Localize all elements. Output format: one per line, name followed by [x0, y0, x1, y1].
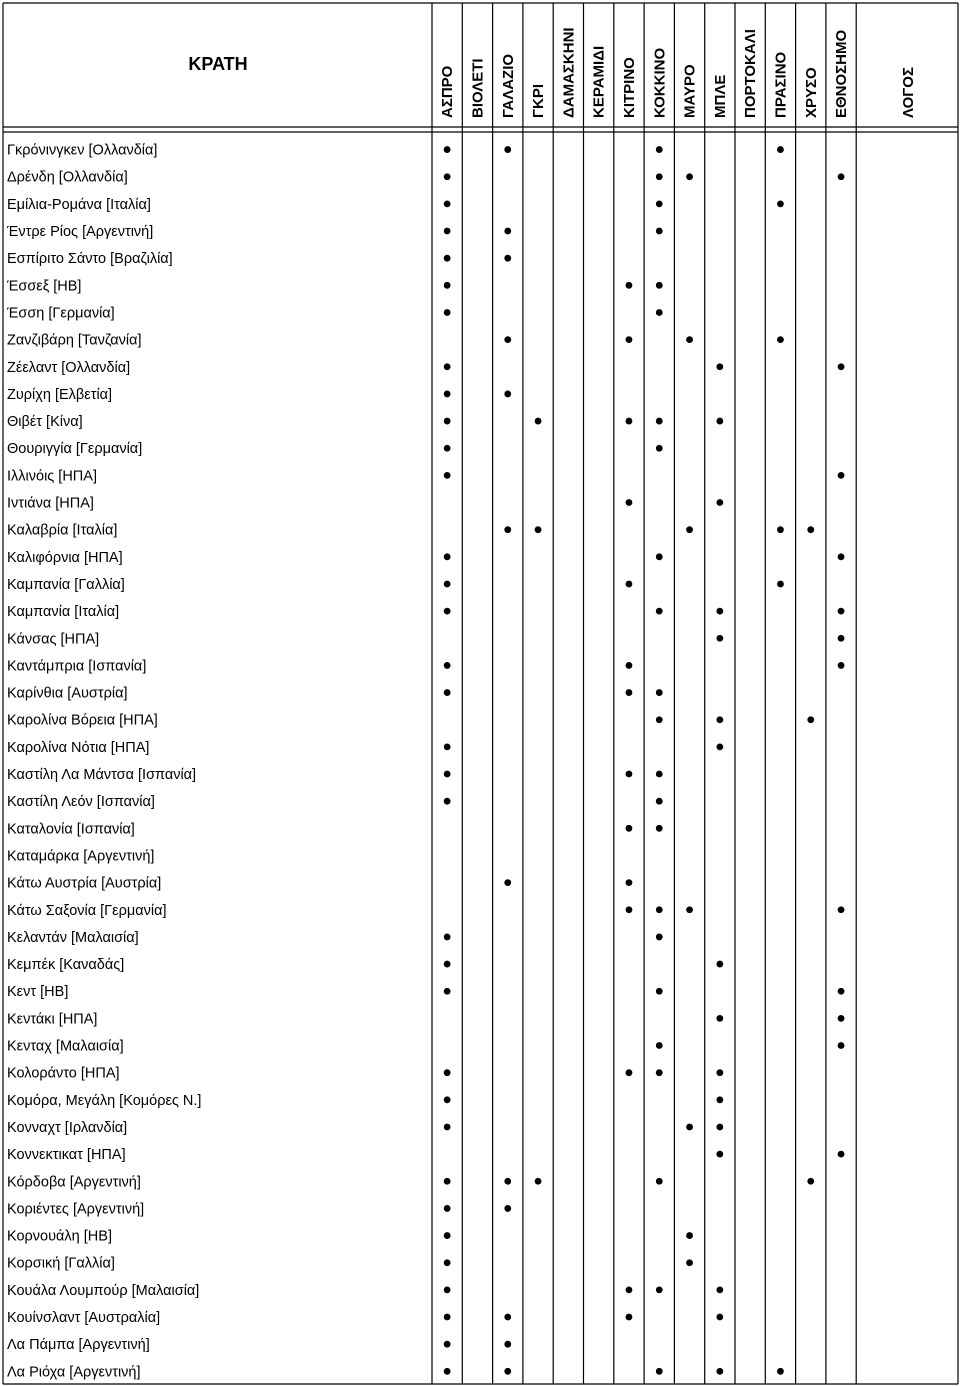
dot-marker: [444, 1178, 451, 1185]
state-name: Ιλλινόις [ΗΠΑ]: [7, 468, 97, 485]
dot-marker: [444, 934, 451, 941]
dot-marker: [656, 608, 663, 615]
dot-marker: [686, 1124, 693, 1131]
dot-marker: [444, 1314, 451, 1321]
dot-marker: [838, 173, 845, 180]
table-row: [7, 794, 663, 810]
column-header-2: ΒΙΟΛΕΤΙ: [469, 58, 487, 118]
dot-marker: [444, 146, 451, 153]
table-row: [7, 1066, 723, 1082]
state-name: Εσπίριτο Σάντο [Βραζιλία]: [7, 251, 173, 268]
dot-marker: [716, 961, 723, 968]
dot-marker: [656, 1286, 663, 1293]
table-row: [7, 1283, 723, 1299]
table-body: [6, 143, 844, 1381]
table-row: [7, 767, 663, 783]
dot-marker: [716, 743, 723, 750]
state-name: Κάτω Αυστρία [Αυστρία]: [7, 875, 162, 892]
dot-marker: [838, 363, 845, 370]
column-header-7: ΚΙΤΡΙΝΟ: [620, 57, 638, 118]
dot-marker: [626, 282, 633, 289]
dot-marker: [656, 716, 663, 723]
dot-marker: [444, 1286, 451, 1293]
state-name: Θουριγγία [Γερμανία]: [7, 441, 143, 458]
dot-marker: [777, 336, 784, 343]
state-name: Κορνουάλη [ΗΒ]: [7, 1228, 112, 1245]
state-name: Κολοράντο [ΗΠΑ]: [7, 1065, 120, 1082]
dot-marker: [444, 200, 451, 207]
table-row: [7, 848, 154, 864]
state-name: Καλιφόρνια [ΗΠΑ]: [7, 549, 123, 566]
dot-marker: [535, 1178, 542, 1185]
state-name: Κεντάκι [ΗΠΑ]: [7, 1011, 98, 1028]
state-name: Λα Ριόχα [Αργεντινή]: [7, 1364, 141, 1381]
table-row: [7, 740, 723, 756]
dot-marker: [626, 689, 633, 696]
state-name: Κάτω Σαξονία [Γερμανία]: [7, 902, 167, 919]
table-row: [7, 197, 784, 213]
dot-marker: [444, 418, 451, 425]
dot-marker: [656, 988, 663, 995]
table-row: [7, 821, 663, 837]
table-row: [7, 1364, 784, 1380]
table-row: [7, 523, 814, 539]
dot-marker: [626, 1314, 633, 1321]
dot-marker: [504, 1178, 511, 1185]
dot-marker: [777, 581, 784, 588]
dot-marker: [626, 879, 633, 886]
dot-marker: [626, 771, 633, 778]
dot-marker: [504, 1341, 511, 1348]
state-name: Κοννεκτικατ [ΗΠΑ]: [7, 1147, 126, 1164]
dot-marker: [444, 1259, 451, 1266]
dot-marker: [444, 445, 451, 452]
state-name: Καταλονία [Ισπανία]: [7, 821, 135, 838]
dot-marker: [838, 988, 845, 995]
dot-marker: [838, 1151, 845, 1158]
state-name: Λα Πάμπα [Αργεντινή]: [7, 1337, 150, 1354]
dot-marker: [504, 391, 511, 398]
table-row: [7, 496, 723, 512]
state-name: Ζανζιβάρη [Τανζανία]: [7, 332, 142, 349]
dot-marker: [656, 934, 663, 941]
dot-marker: [504, 879, 511, 886]
table-row: [7, 1011, 844, 1027]
dot-marker: [716, 1015, 723, 1022]
state-name: Καμπανία [Ιταλία]: [7, 604, 120, 621]
dot-marker: [716, 1069, 723, 1076]
state-name: Κεντ [ΗΒ]: [7, 984, 69, 1001]
dot-marker: [504, 336, 511, 343]
dot-marker: [504, 1314, 511, 1321]
table-row: [7, 903, 844, 919]
table-row: [7, 1147, 844, 1163]
state-name: Καρολίνα Βόρεια [ΗΠΑ]: [7, 712, 158, 729]
table-row: [7, 1229, 693, 1245]
dot-marker: [626, 906, 633, 913]
dot-marker: [686, 1259, 693, 1266]
state-name: Κοριέντες [Αργεντινή]: [7, 1201, 145, 1218]
column-header-5: ΔΑΜΑΣΚΗΝΙ: [560, 27, 578, 118]
state-name: Ζέελαντ [Ολλανδία]: [7, 359, 131, 376]
state-name: Κομόρα, Μεγάλη [Κομόρες Ν.]: [7, 1092, 202, 1109]
dot-marker: [656, 1042, 663, 1049]
column-header-10: ΜΠΛΕ: [711, 74, 729, 118]
table-row: [7, 658, 844, 674]
dot-marker: [444, 581, 451, 588]
dot-marker: [716, 716, 723, 723]
dot-marker: [656, 418, 663, 425]
dot-marker: [656, 228, 663, 235]
table-row: [7, 1256, 693, 1272]
state-name: Κενταχ [Μαλαισία]: [7, 1038, 124, 1055]
dot-marker: [838, 472, 845, 479]
dot-marker: [504, 1205, 511, 1212]
dot-marker: [716, 418, 723, 425]
table-row: [7, 1337, 511, 1353]
column-header-11: ΠΟΡΤΟΚΑΛΙ: [742, 29, 760, 118]
dot-marker: [626, 581, 633, 588]
column-header-13: ΧΡΥΣΟ: [802, 67, 820, 118]
state-name: Έσση [Γερμανία]: [7, 305, 115, 322]
dot-marker: [686, 1232, 693, 1239]
dot-marker: [656, 309, 663, 316]
dot-marker: [444, 798, 451, 805]
dot-marker: [777, 146, 784, 153]
dot-marker: [716, 1151, 723, 1158]
dot-marker: [444, 1232, 451, 1239]
table-row: [7, 143, 784, 159]
dot-marker: [838, 1042, 845, 1049]
dot-marker: [807, 526, 814, 533]
table-row: [7, 1039, 844, 1055]
dot-marker: [626, 418, 633, 425]
dot-marker: [686, 526, 693, 533]
dot-marker: [656, 146, 663, 153]
dot-marker: [444, 228, 451, 235]
dot-marker: [444, 771, 451, 778]
dot-marker: [444, 662, 451, 669]
table-row: [6, 224, 663, 240]
dot-marker: [656, 200, 663, 207]
table-row: [7, 957, 723, 973]
state-name: Καρίνθια [Αυστρία]: [7, 685, 128, 702]
table-row: [7, 930, 663, 946]
dot-marker: [626, 1069, 633, 1076]
dot-marker: [444, 961, 451, 968]
table-row: [7, 577, 784, 593]
dot-marker: [444, 988, 451, 995]
dot-marker: [535, 418, 542, 425]
dot-marker: [716, 499, 723, 506]
table-row: [6, 278, 663, 294]
table-row: [7, 441, 663, 457]
dot-marker: [504, 255, 511, 262]
dot-marker: [686, 336, 693, 343]
column-header-9: ΜΑΥΡΟ: [681, 64, 699, 118]
dot-marker: [626, 499, 633, 506]
dot-marker: [686, 173, 693, 180]
dot-marker: [444, 1341, 451, 1348]
dot-marker: [444, 1368, 451, 1375]
state-name: Καμπανία [Γαλλία]: [7, 576, 125, 593]
dot-marker: [626, 1286, 633, 1293]
dot-marker: [444, 472, 451, 479]
column-header-6: ΚΕΡΑΜΙΔΙ: [590, 45, 608, 118]
dot-marker: [716, 608, 723, 615]
table-row: [6, 305, 663, 321]
state-name: Κορσική [Γαλλία]: [7, 1255, 115, 1272]
dot-marker: [656, 798, 663, 805]
state-name: Ζυρίχη [Ελβετία]: [7, 386, 113, 403]
dot-marker: [444, 1205, 451, 1212]
state-name: Κάνσας [ΗΠΑ]: [7, 631, 100, 648]
column-header-12: ΠΡΑΣΙΝΟ: [772, 51, 790, 118]
dot-marker: [444, 1096, 451, 1103]
dot-marker: [656, 1069, 663, 1076]
state-name: Κελαντάν [Μαλαισία]: [7, 929, 139, 946]
state-name: Κεμπέκ [Καναδάς]: [7, 957, 125, 974]
table-row: [7, 550, 844, 566]
dot-marker: [444, 309, 451, 316]
dot-marker: [777, 200, 784, 207]
table-row: [7, 1093, 723, 1109]
table-row: [7, 387, 511, 403]
state-name: Έντρε Ρίος [Αργεντινή]: [7, 224, 154, 241]
dot-marker: [444, 553, 451, 560]
state-name: Ιντιάνα [ΗΠΑ]: [7, 495, 94, 512]
state-name: Εμίλια-Ρομάνα [Ιταλία]: [7, 196, 151, 213]
dot-marker: [444, 173, 451, 180]
state-name: Γκρόνινγκεν [Ολλανδία]: [7, 142, 158, 159]
column-header-4: ΓΚΡΙ: [530, 83, 548, 118]
table-row: [7, 984, 844, 1000]
dot-marker: [656, 445, 663, 452]
dot-marker: [444, 391, 451, 398]
table-row: [7, 713, 814, 729]
state-name: Θιβέτ [Κίνα]: [7, 414, 83, 431]
dot-marker: [444, 743, 451, 750]
dot-marker: [777, 1368, 784, 1375]
column-header-3: ΓΑΛΑΖΙΟ: [499, 53, 517, 118]
table-row: [7, 1120, 723, 1136]
column-header-15: ΛΟΓΟΣ: [900, 67, 918, 118]
table-row: [7, 1201, 511, 1217]
dot-marker: [535, 526, 542, 533]
state-name: Έσσεξ [ΗΒ]: [7, 278, 82, 295]
column-header-8: ΚΟΚΚΙΝΟ: [651, 47, 669, 118]
dot-marker: [444, 1124, 451, 1131]
state-name: Καντάμπρια [Ισπανία]: [7, 658, 147, 675]
table-row: [7, 333, 784, 349]
dot-marker: [716, 635, 723, 642]
dot-marker: [716, 1368, 723, 1375]
state-name: Καστίλη Λα Μάντσα [Ισπανία]: [7, 767, 197, 784]
dot-marker: [656, 906, 663, 913]
dot-marker: [716, 1124, 723, 1131]
dot-marker: [626, 825, 633, 832]
dot-marker: [686, 906, 693, 913]
dot-marker: [444, 608, 451, 615]
dot-marker: [444, 363, 451, 370]
dot-marker: [838, 662, 845, 669]
table-row: [7, 468, 844, 484]
dot-marker: [838, 608, 845, 615]
dot-marker: [656, 173, 663, 180]
column-header-1: ΑΣΠΡΟ: [439, 65, 457, 118]
dot-marker: [656, 282, 663, 289]
dot-marker: [626, 662, 633, 669]
dot-marker: [656, 1178, 663, 1185]
state-name: Κουίνσλαντ [Αυστραλία]: [7, 1310, 161, 1327]
dot-marker: [444, 1069, 451, 1076]
state-name: Καρολίνα Νότια [ΗΠΑ]: [7, 739, 150, 756]
column-header-14: ΕΘΝΟΣΗΜΟ: [833, 29, 851, 118]
table-row: [7, 414, 723, 430]
table-row: [7, 1310, 723, 1326]
dot-marker: [504, 146, 511, 153]
dot-marker: [838, 906, 845, 913]
dot-marker: [444, 282, 451, 289]
dot-marker: [716, 363, 723, 370]
state-name: Καταμάρκα [Αργεντινή]: [7, 848, 155, 865]
table-row: [7, 170, 844, 186]
state-name: Κονναχτ [Ιρλανδία]: [7, 1119, 128, 1136]
dot-marker: [716, 1096, 723, 1103]
dot-marker: [838, 635, 845, 642]
dot-marker: [444, 255, 451, 262]
dot-marker: [777, 526, 784, 533]
table-row: [7, 604, 844, 620]
dot-marker: [656, 771, 663, 778]
state-name: Καστίλη Λεόν [Ισπανία]: [7, 794, 155, 811]
state-name: Κόρδοβα [Αργεντινή]: [7, 1174, 141, 1191]
table-row: [7, 360, 844, 376]
states-header: ΚΡΑΤΗ: [188, 54, 248, 74]
table-row: [7, 876, 632, 892]
dot-marker: [656, 1368, 663, 1375]
dot-marker: [504, 228, 511, 235]
dot-marker: [807, 1178, 814, 1185]
dot-marker: [807, 716, 814, 723]
dot-marker: [444, 689, 451, 696]
dot-marker: [716, 1286, 723, 1293]
state-name: Δρένδη [Ολλανδία]: [7, 169, 128, 186]
table-row: [7, 1174, 814, 1190]
state-name: Κουάλα Λουμπούρ [Μαλαισία]: [7, 1282, 200, 1299]
dot-marker: [716, 1314, 723, 1321]
table-row: [7, 251, 511, 267]
dot-marker: [504, 1368, 511, 1375]
dot-marker: [656, 689, 663, 696]
state-name: Καλαβρία [Ιταλία]: [7, 522, 118, 539]
dot-marker: [838, 553, 845, 560]
dot-marker: [504, 526, 511, 533]
table-row: [7, 686, 663, 702]
dot-marker: [656, 825, 663, 832]
dot-marker: [626, 336, 633, 343]
table-row: [7, 631, 844, 647]
dot-marker: [656, 553, 663, 560]
dot-marker: [838, 1015, 845, 1022]
